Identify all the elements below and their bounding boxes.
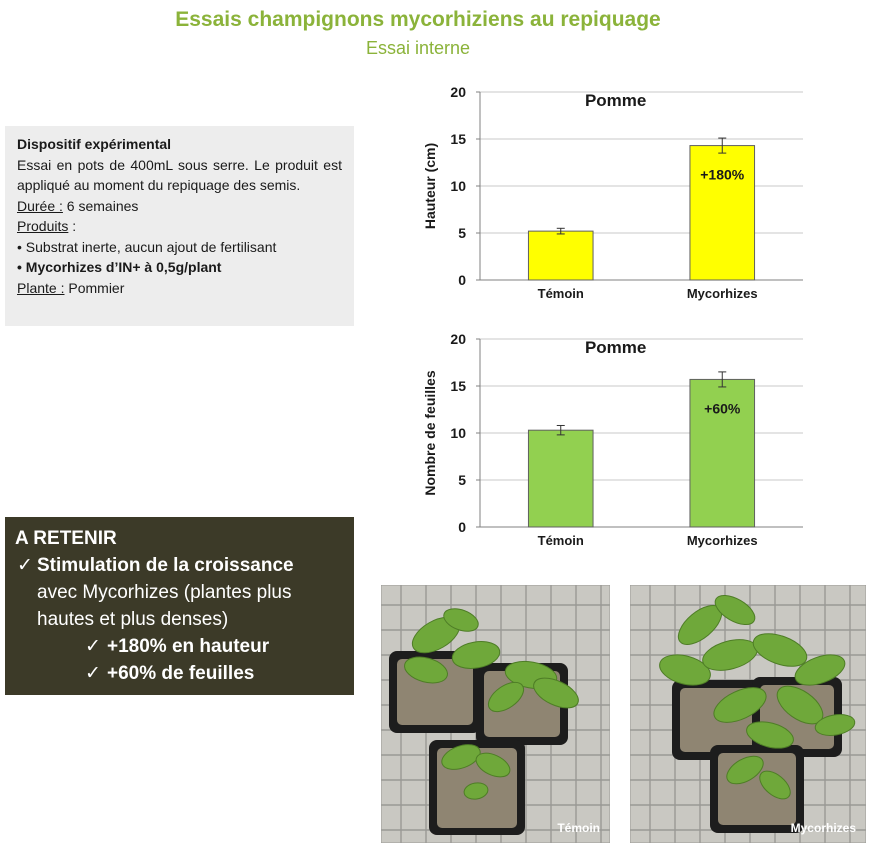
leaves-bar-chart: [405, 325, 810, 555]
key-takeaways-box: [5, 517, 354, 695]
check-icon: ✓: [85, 636, 101, 657]
y-tick-label: 10: [450, 425, 466, 441]
retain-point-bold: Stimulation de la croissance: [37, 555, 294, 576]
bar-annotation: +60%: [704, 400, 741, 417]
product-2: • Mycorhizes d’IN+ à 0,5g/plant: [17, 259, 222, 275]
y-tick-label: 5: [458, 472, 466, 488]
y-tick-label: 0: [458, 272, 466, 288]
photo-control-plants: [381, 585, 610, 843]
retain-point: [15, 552, 344, 579]
y-axis-label: Nombre de feuilles: [422, 370, 438, 496]
retain-heading: A RETENIR: [15, 528, 117, 549]
y-tick-label: 5: [458, 225, 466, 241]
photo-mycorrhiza-plants: [630, 585, 866, 843]
duration-value: 6 semaines: [62, 197, 139, 214]
mycorrhiza-plants-image: [630, 585, 866, 843]
chart-title: Pomme: [584, 91, 647, 110]
chart-title: Pomme: [584, 338, 647, 357]
check-icon: ✓: [85, 663, 101, 684]
bar: [528, 430, 593, 527]
setup-products: [17, 216, 342, 237]
retain-sub-1-text: +180% en hauteur: [107, 636, 270, 657]
page-title: Essais champignons mycorhiziens au repiquage: [175, 8, 661, 31]
plant-label: Plante :: [17, 279, 65, 296]
y-tick-label: 15: [450, 378, 466, 394]
retain-point-line-2: avec Mycorhizes (plantes plus: [37, 582, 292, 603]
experimental-setup-box: [5, 126, 354, 326]
x-tick-label: Mycorhizes: [686, 286, 758, 301]
products-label: Produits: [17, 218, 69, 234]
retain-sub-point-height: [15, 633, 344, 660]
plant-value: Pommier: [64, 279, 125, 296]
y-tick-label: 10: [450, 178, 466, 194]
x-tick-label: Mycorhizes: [686, 533, 758, 548]
control-plants-image: [381, 585, 610, 843]
setup-plant: [17, 278, 342, 299]
setup-description: Essai en pots de 400mL sous serre. Le produit est appliqué au moment du repiquage des semis.: [17, 156, 342, 193]
products-suffix: :: [68, 218, 77, 234]
page-subtitle: Essai interne: [365, 38, 471, 58]
bar-annotation: +180%: [700, 166, 745, 183]
photo-label-mycorrhiza: Mycorhizes: [790, 821, 856, 835]
y-tick-label: 20: [450, 331, 466, 347]
y-tick-label: 20: [450, 84, 466, 100]
x-tick-label: Témoin: [537, 533, 584, 548]
x-tick-label: Témoin: [537, 286, 584, 301]
setup-duration: [17, 196, 342, 217]
check-icon: ✓: [17, 555, 33, 576]
y-tick-label: 15: [450, 131, 466, 147]
setup-heading: Dispositif expérimental: [17, 136, 172, 152]
photo-label-control: Témoin: [557, 821, 600, 835]
retain-point-line-3: hautes et plus denses): [37, 609, 229, 630]
duration-label: Durée :: [17, 197, 63, 214]
retain-sub-point-leaves: [15, 660, 344, 687]
height-bar-chart: [405, 78, 810, 308]
retain-sub-2-text: +60% de feuilles: [107, 663, 255, 684]
product-1: • Substrat inerte, aucun ajout de fertilisant: [17, 238, 277, 255]
y-axis-label: Hauteur (cm): [422, 142, 438, 230]
y-tick-label: 0: [458, 519, 466, 535]
bar: [528, 231, 593, 280]
